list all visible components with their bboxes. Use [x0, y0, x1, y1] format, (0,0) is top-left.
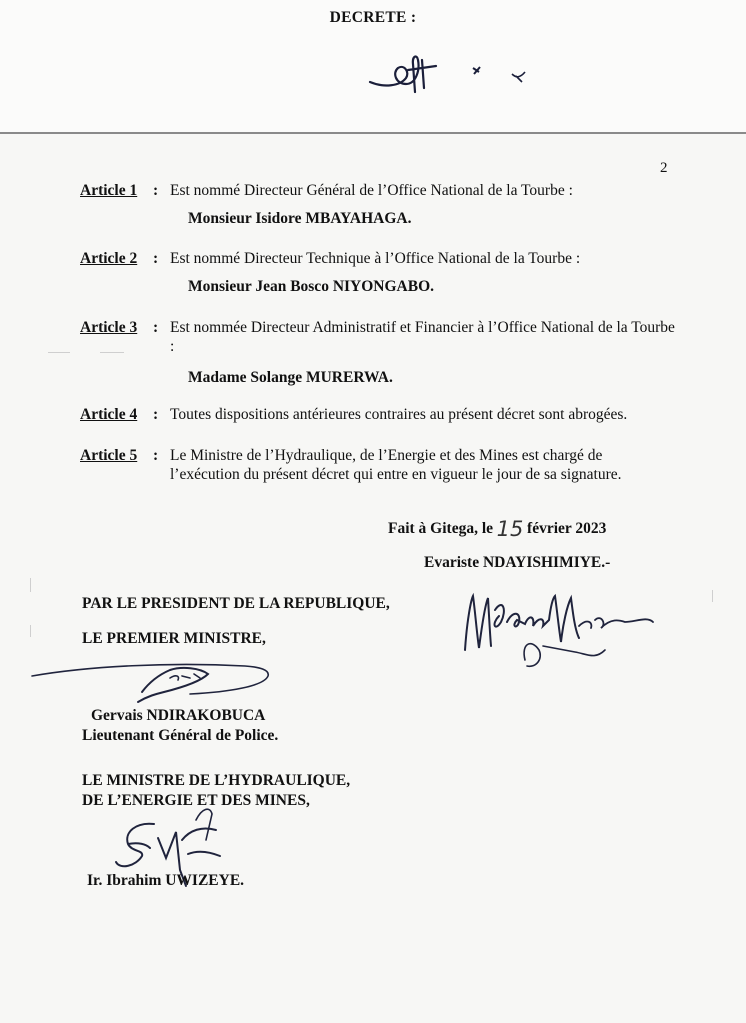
page-separator: [0, 132, 746, 134]
article-label: Article 5: [80, 447, 138, 464]
scan-speck: [48, 352, 70, 353]
president-name: Evariste NDAYISHIMIYE.-: [424, 554, 611, 571]
decree-heading: DECRETE :: [329, 9, 417, 26]
scan-speck: [30, 578, 31, 592]
minister-title-line1: LE MINISTRE DE L’HYDRAULIQUE,: [82, 772, 351, 789]
scan-speck: [30, 625, 31, 637]
article-text: Est nommé Directeur Général de l’Office National de la Tourbe :: [170, 182, 573, 199]
article-label: Article 1: [80, 182, 138, 199]
president-signature: [455, 580, 665, 675]
appointee-name: Madame Solange MURERWA.: [188, 369, 393, 386]
article-3: [80, 318, 680, 356]
article-colon: :: [153, 447, 159, 464]
article-colon: :: [153, 406, 159, 423]
article-colon: :: [153, 182, 159, 199]
place-and-date: [388, 517, 606, 541]
article-text: Le Ministre de l’Hydraulique, de l’Energie et des Mines est chargé de l’exécution du présent décret qui entre en vigueur le jour de sa signature.: [170, 447, 622, 483]
article-colon: :: [153, 250, 159, 267]
prime-minister-rank: Lieutenant Général de Police.: [82, 727, 279, 744]
place-prefix: Fait à Gitega, le: [388, 520, 494, 537]
article-text: Est nommée Directeur Administratif et Financier à l’Office National de la Tourbe :: [170, 319, 675, 355]
article-text: Est nommé Directeur Technique à l’Office National de la Tourbe :: [170, 250, 581, 267]
by-president-line: PAR LE PRESIDENT DE LA REPUBLIQUE,: [82, 595, 390, 612]
prime-minister-signature: [30, 648, 300, 708]
article-label: Article 2: [80, 250, 138, 267]
prime-minister-title: LE PREMIER MINISTRE,: [82, 630, 266, 647]
article-2: [80, 249, 680, 268]
article-label: Article 4: [80, 406, 138, 423]
appointee-name: Monsieur Jean Bosco NIYONGABO.: [188, 278, 435, 295]
scan-speck: [100, 352, 124, 353]
article-1: [80, 181, 680, 200]
article-4: [80, 405, 680, 424]
minister-title-line2: DE L’ENERGIE ET DES MINES,: [82, 792, 310, 809]
prime-minister-name: Gervais NDIRAKOBUCA: [91, 707, 266, 724]
article-label: Article 3: [80, 319, 138, 336]
initials-paraphe: [360, 48, 540, 98]
page-number: 2: [660, 160, 668, 176]
minister-name: Ir. Ibrahim UWIZEYE.: [87, 872, 245, 889]
month-year: février 2023: [527, 520, 607, 537]
article-colon: :: [153, 319, 159, 336]
scan-speck: [712, 590, 713, 602]
article-5: [80, 446, 676, 484]
article-text: Toutes dispositions antérieures contraires au présent décret sont abrogées.: [170, 406, 628, 423]
appointee-name: Monsieur Isidore MBAYAHAGA.: [188, 210, 412, 227]
handwritten-day: 15: [496, 517, 524, 541]
